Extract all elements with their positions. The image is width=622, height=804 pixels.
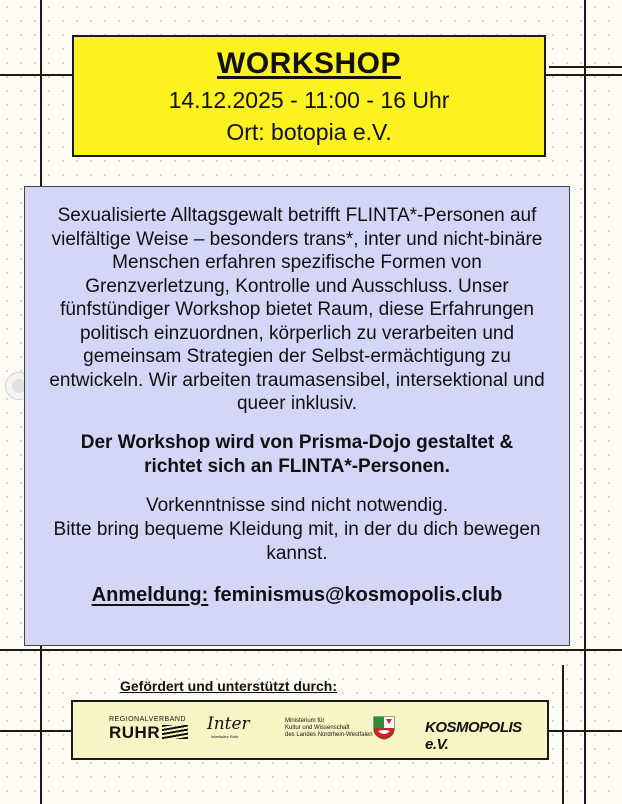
info-box <box>24 186 570 646</box>
requirements <box>51 494 543 566</box>
event-date: 14.12.2025 - 11:00 - 16 Uhr <box>168 87 450 113</box>
requirements-line-2: Bitte bring bequeme Kleidung mit, in der du dich bewegen kannst. <box>53 518 541 564</box>
organizer-note: Der Workshop wird von Prisma-Dojo gestaltet & richtet sich an FLINTA*-Personen. <box>80 431 514 477</box>
event-location: Ort: botopia e.V. <box>226 119 392 145</box>
ministry-line-1: Ministerium für <box>285 718 325 724</box>
sponsor-heading: Gefördert und unterstützt durch: <box>120 678 337 694</box>
regionalverband-ruhr-logo <box>109 716 188 743</box>
ruhr-logo-top: REGIONALVERBAND <box>109 716 186 723</box>
registration-email[interactable]: feminismus@kosmopolis.club <box>213 583 503 606</box>
grid-line <box>584 0 586 804</box>
ministry-logo <box>285 718 377 739</box>
inter-logo <box>207 714 250 739</box>
description: Sexualisierte Alltagsgewalt betrifft FLINTA*-Personen auf vielfältige Weise – besonders trans*, inter und nicht-binäre Menschen erfahren spezifische Formen von Grenzverletzung, Kontrolle und Ausschluss. Unser fünfstündiger Workshop bietet Raum, diese Erfahrungen politisch einzuordnen, körperlich zu verarbeiten und gemeinsam Strategien der Selbst-ermächtigung zu entwickeln. Wir arbeiten traumasensibel, intersektional und queer inklusiv. <box>49 205 545 414</box>
grid-line <box>0 649 622 651</box>
ruhr-logo-main: RUHR <box>109 723 161 742</box>
inter-logo-sub: Interkultur Ruhr <box>211 734 239 739</box>
header-box <box>72 35 546 157</box>
ministry-line-3: des Landes Nordrhein-Westfalen <box>285 732 373 738</box>
grid-line <box>562 665 564 804</box>
kosmopolis-logo: KOSMOPOLIS e.V. <box>425 719 522 753</box>
ruhr-stripes-icon <box>162 725 188 739</box>
sponsor-logos <box>71 700 549 760</box>
grid-line <box>549 66 622 68</box>
page-title: WORKSHOP <box>217 47 401 80</box>
registration <box>25 584 569 607</box>
requirements-line-1: Vorkenntnisse sind nicht notwendig. <box>145 494 449 516</box>
inter-logo-text: Inter <box>207 714 250 734</box>
ministry-line-2: Kultur und Wissenschaft <box>285 725 350 731</box>
registration-label: Anmeldung: <box>91 583 209 606</box>
nrw-coat-of-arms-icon <box>373 716 395 740</box>
